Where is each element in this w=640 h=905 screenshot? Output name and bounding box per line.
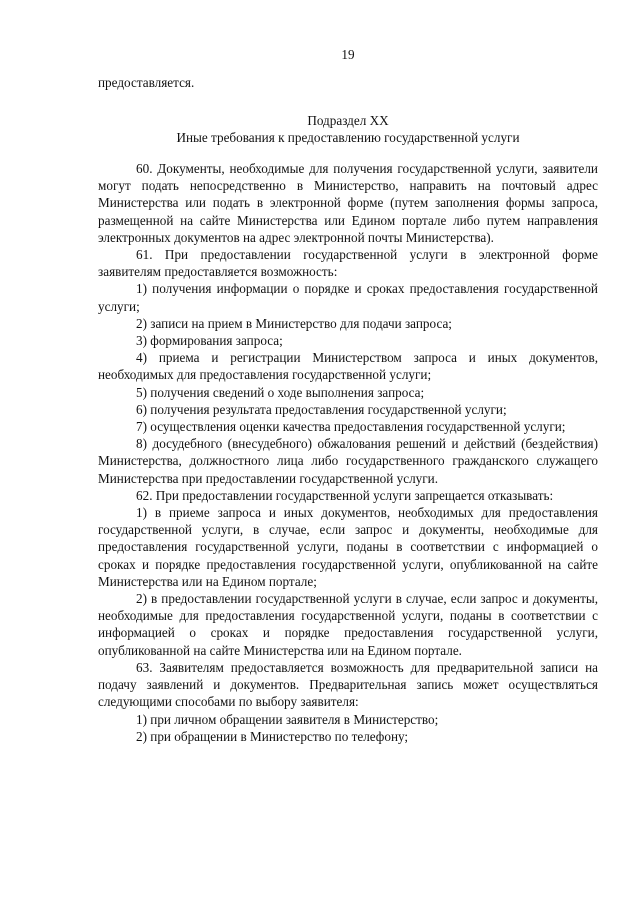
subsection-label: Подраздел XX xyxy=(307,113,389,128)
list-item: 1) получения информации о порядке и сроках предоставления государственной услуги; xyxy=(98,281,598,314)
list-item: 3) формирования запроса; xyxy=(136,333,283,349)
list-item: 1) в приеме запроса и иных документов, необходимых для предоставления государственной услуги, в случае, если запрос и документы, необходимые для предоставления государственной услуги, поданы в соответствии с информацией о сроках и порядке предоставления государственной услуги, опубликованной на сайте Министерства или на Едином портале; xyxy=(98,505,598,589)
page-number: 19 xyxy=(341,47,355,62)
list-item: 2) записи на прием в Министерство для подачи запроса; xyxy=(136,315,452,331)
list-item: 4) приема и регистрации Министерством запроса и иных документов, необходимых для предоставления государственной услуги; xyxy=(98,350,598,383)
list-item: 7) осуществления оценки качества предоставления государственной услуги; xyxy=(136,419,566,435)
subsection-title: Иные требования к предоставлению государственной услуги xyxy=(176,130,520,146)
list-item: 8) досудебного (внесудебного) обжалования решений и действий (бездействия) Министерства, должностного лица либо государственного гражданского служащего Министерства при предоставлении государственной услуги. xyxy=(98,436,598,486)
list-item: 2) в предоставлении государственной услуги в случае, если запрос и документы, необходимые для предоставления государственной услуги, поданы в соответствии с информацией о сроках и порядке предоставления государственной услуги, опубликованной на сайте Министерства или на Едином портале. xyxy=(98,591,598,658)
paragraph-62: 62. При предоставлении государственной услуги запрещается отказывать: xyxy=(136,487,554,503)
paragraph-60: 60. Документы, необходимые для получения государственной услуги, заявители могут подать непосредственно в Министерство, направить на почтовый адрес Министерства или подать в электронной форме (путем заполнения формы запроса, размещенной на сайте Министерства или Едином портале либо путем направления электронных документов на адрес электронной почты Министерства). xyxy=(98,161,598,245)
list-item: 5) получения сведений о ходе выполнения запроса; xyxy=(136,384,425,400)
continuation-text: предоставляется. xyxy=(98,75,195,90)
document-body xyxy=(98,160,598,745)
list-item: 6) получения результата предоставления государственной услуги; xyxy=(136,401,507,417)
list-item: 1) при личном обращении заявителя в Министерство; xyxy=(136,711,439,727)
paragraph-63: 63. Заявителям предоставляется возможность для предварительной записи на подачу заявлений и документов. Предварительная запись может осуществляться следующими способами по выбору заявителя: xyxy=(98,659,598,710)
list-item: 2) при обращении в Министерство по телефону; xyxy=(136,728,409,744)
paragraph-61: 61. При предоставлении государственной услуги в электронной форме заявителям предоставляется возможность: xyxy=(98,247,598,280)
subsection-heading xyxy=(98,112,598,146)
